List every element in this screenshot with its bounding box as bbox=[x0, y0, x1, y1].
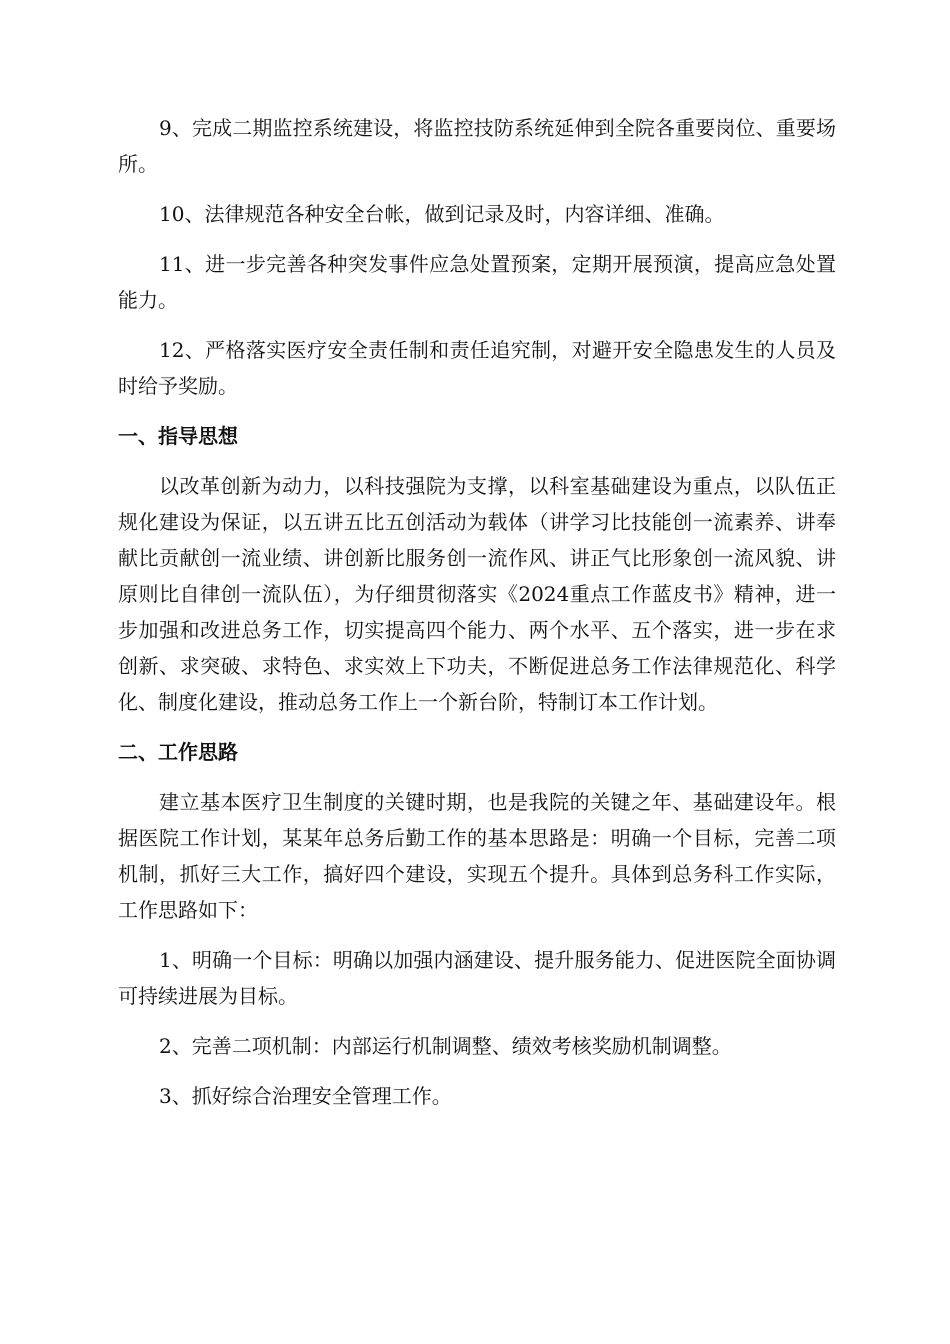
list-item-10: 10、法律规范各种安全台帐，做到记录及时，内容详细、准确。 bbox=[159, 202, 725, 226]
list-item-12: 12、严格落实医疗安全责任制和责任追究制，对避开安全隐患发生的人员及时给予奖励。 bbox=[118, 338, 836, 398]
work-approach-paragraph: 建立基本医疗卫生制度的关键时期，也是我院的关键之年、基础建设年。根据医院工作计划，某某年总务后勤工作的基本思路是：明确一个目标，完善二项机制，抓好三大工作，搞好四个建设，实现五个提升。具体到总务科工作实际，工作思路如下： bbox=[118, 790, 836, 922]
list-item-9: 9、完成二期监控系统建设，将监控技防系统延伸到全院各重要岗位、重要场所。 bbox=[118, 116, 836, 176]
document-body bbox=[118, 110, 836, 1128]
section-heading-work-approach: 二、工作思路 bbox=[118, 740, 238, 764]
section-heading-guiding-ideology: 一、指导思想 bbox=[118, 424, 238, 448]
approach-item-3: 3、抓好综合治理安全管理工作。 bbox=[159, 1084, 452, 1108]
approach-item-2: 2、完善二项机制：内部运行机制调整、绩效考核奖励机制调整。 bbox=[159, 1034, 732, 1058]
approach-item-1: 1、明确一个目标：明确以加强内涵建设、提升服务能力、促进医院全面协调可持续进展为目标。 bbox=[118, 948, 836, 1008]
guiding-ideology-paragraph: 以改革创新为动力，以科技强院为支撑，以科室基础建设为重点，以队伍正规化建设为保证，以五讲五比五创活动为载体（讲学习比技能创一流素养、讲奉献比贡献创一流业绩、讲创新比服务创一流作风、讲正气比形象创一流风貌、讲原则比自律创一流队伍），为仔细贯彻落实《2024重点工作蓝皮书》精神，进一步加强和改进总务工作，切实提高四个能力、两个水平、五个落实，进一步在求创新、求突破、求特色、求实效上下功夫，不断促进总务工作法律规范化、科学化、制度化建设，推动总务工作上一个新台阶，特制订本工作计划。 bbox=[118, 474, 836, 714]
list-item-11: 11、进一步完善各种突发事件应急处置预案，定期开展预演，提高应急处置能力。 bbox=[118, 252, 836, 312]
